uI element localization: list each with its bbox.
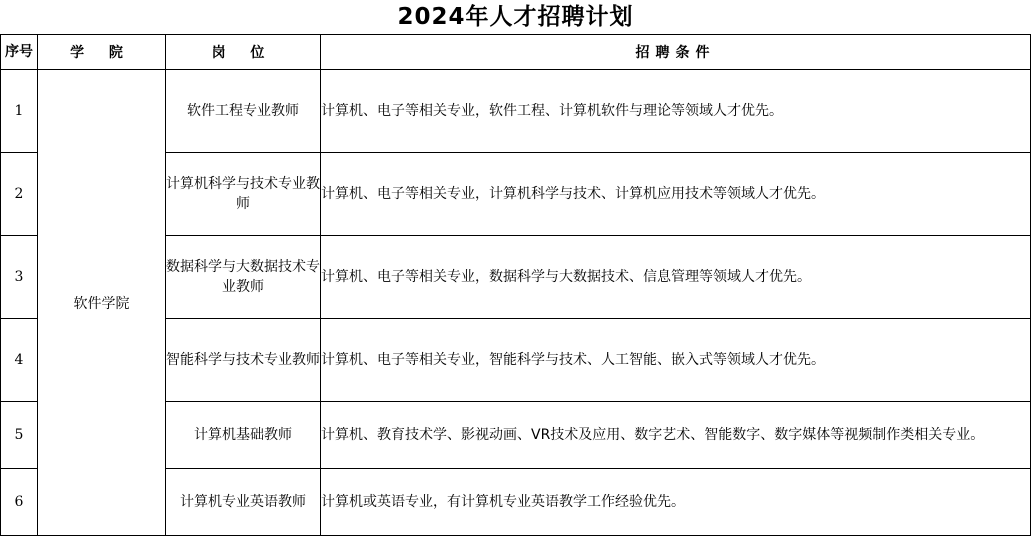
college-cell: 软件学院 [38, 70, 166, 536]
position-cell: 计算机科学与技术专业教师 [166, 153, 321, 236]
row-no: 6 [1, 469, 38, 536]
requirements-cell: 计算机、电子等相关专业，数据科学与大数据技术、信息管理等领域人才优先。 [321, 236, 1031, 319]
position-cell: 智能科学与技术专业教师 [166, 319, 321, 402]
position-cell: 软件工程专业教师 [166, 70, 321, 153]
row-no: 4 [1, 319, 38, 402]
requirements-cell: 计算机或英语专业，有计算机专业英语教学工作经验优先。 [321, 469, 1031, 536]
requirements-cell: 计算机、电子等相关专业，智能科学与技术、人工智能、嵌入式等领域人才优先。 [321, 319, 1031, 402]
recruitment-table [0, 34, 1031, 536]
table-row [1, 70, 1031, 153]
position-cell: 计算机专业英语教师 [166, 469, 321, 536]
requirements-cell: 计算机、电子等相关专业，计算机科学与技术、计算机应用技术等领域人才优先。 [321, 153, 1031, 236]
table-header-row [1, 35, 1031, 70]
requirements-cell: 计算机、教育技术学、影视动画、VR技术及应用、数字艺术、智能数字、数字媒体等视频制作类相关专业。 [321, 402, 1031, 469]
position-cell: 计算机基础教师 [166, 402, 321, 469]
header-position: 岗 位 [166, 35, 321, 70]
row-no: 2 [1, 153, 38, 236]
page-title: 2024年人才招聘计划 [397, 4, 634, 30]
header-college: 学 院 [38, 35, 166, 70]
header-no: 序号 [1, 35, 38, 70]
row-no: 1 [1, 70, 38, 153]
header-requirements: 招聘条件 [321, 35, 1031, 70]
position-cell: 数据科学与大数据技术专业教师 [166, 236, 321, 319]
row-no: 3 [1, 236, 38, 319]
row-no: 5 [1, 402, 38, 469]
requirements-cell: 计算机、电子等相关专业，软件工程、计算机软件与理论等领域人才优先。 [321, 70, 1031, 153]
